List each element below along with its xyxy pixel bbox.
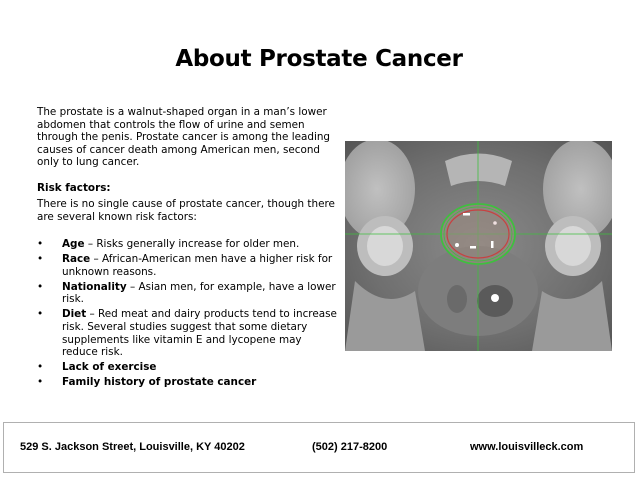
list-item [37, 308, 337, 358]
bullet-icon: • [37, 308, 44, 321]
footer-phone: (502) 217-8200 [312, 441, 388, 453]
risk-term: Race [62, 253, 91, 266]
risk-description: – Asian men, for example, have a lower risk. [62, 280, 336, 306]
risk-factor-list [37, 238, 337, 392]
bullet-icon: • [37, 376, 44, 389]
page-title: About Prostate Cancer [175, 46, 463, 72]
risk-term: Nationality [62, 280, 127, 293]
risk-term: Lack of exercise [62, 361, 157, 374]
bullet-icon: • [37, 280, 44, 293]
risk-factors-intro: There is no single cause of prostate cancer, though there are several known risk factors: [37, 198, 335, 223]
list-item [37, 361, 337, 374]
list-item [37, 281, 337, 306]
risk-factors-heading: Risk factors: [37, 182, 111, 194]
bullet-icon: • [37, 361, 44, 374]
risk-description: – African-American men have a higher risk for unknown reasons. [62, 253, 333, 278]
risk-term: Family history of prostate cancer [62, 376, 257, 389]
bullet-icon: • [37, 238, 44, 250]
bullet-icon: • [37, 253, 44, 266]
list-item [37, 238, 337, 251]
risk-term: Age [62, 238, 85, 250]
risk-description: – Risks generally increase for older men. [84, 238, 300, 250]
footer-address: 529 S. Jackson Street, Louisville, KY 40202 [20, 441, 245, 453]
footer-bar [3, 422, 635, 473]
list-item [37, 376, 337, 389]
list-item [37, 253, 337, 278]
risk-description: – Red meat and dairy products tend to increase risk. Several studies suggest that some dietary supplements like vitamin E and lycopene may reduce risk. [62, 308, 337, 359]
intro-paragraph: The prostate is a walnut-shaped organ in a man’s lower abdomen that controls the flow of urine and semen through the penis. Prostate cancer is among the leading causes of cancer death among American men, second only to lung cancer. [37, 106, 331, 169]
risk-term: Diet [62, 308, 87, 321]
footer-website: www.louisvilleck.com [470, 441, 584, 453]
ct-scan-image [345, 141, 612, 351]
